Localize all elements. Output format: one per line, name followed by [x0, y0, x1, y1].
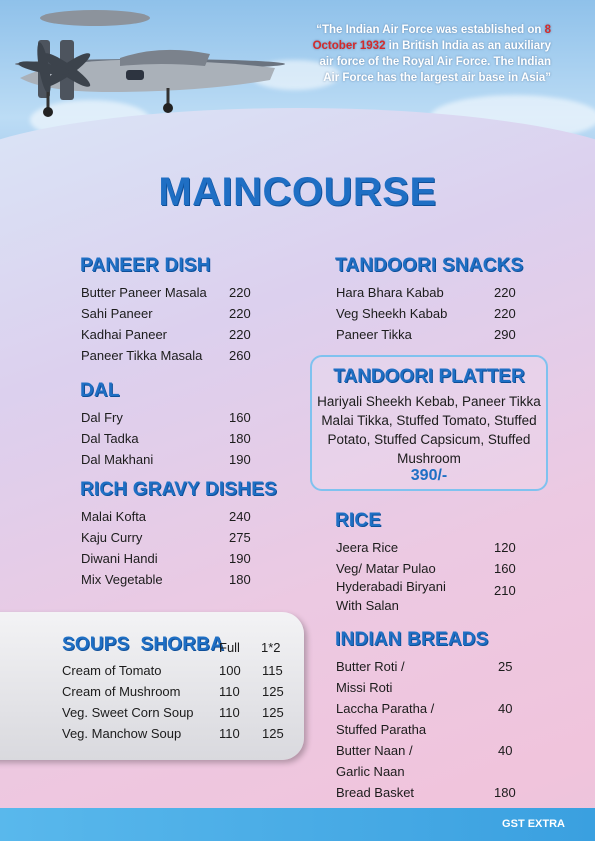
page-title: MAINCOURSE	[158, 170, 437, 214]
item-name: Butter Roti /	[336, 659, 405, 674]
list-item	[336, 303, 526, 324]
item-price: 290	[494, 327, 516, 342]
item-name: Dal Tadka	[81, 431, 139, 446]
footer-bar	[0, 808, 595, 841]
list-item	[81, 324, 261, 345]
item-price-half: 125	[262, 726, 284, 741]
item-name: Missi Roti	[336, 680, 393, 695]
list-item	[336, 576, 526, 597]
item-name: Veg Sheekh Kabab	[336, 306, 448, 321]
list-item	[336, 698, 526, 719]
airplane-illustration	[0, 0, 300, 120]
list-item	[81, 428, 261, 449]
item-name: Dal Makhani	[81, 452, 154, 467]
list-item	[81, 527, 261, 548]
list-item	[81, 569, 261, 590]
item-price: 220	[229, 327, 251, 342]
item-price: 190	[229, 551, 251, 566]
item-price: 180	[494, 785, 516, 800]
item-price-half: 125	[262, 705, 284, 720]
item-price: 25	[498, 659, 513, 674]
item-name: Veg. Manchow Soup	[62, 726, 182, 741]
list-item-continued	[336, 677, 526, 698]
item-name: Sahi Paneer	[81, 306, 153, 321]
item-price: 180	[229, 572, 251, 587]
section-heading-tandoori: TANDOORI SNACKS	[335, 255, 524, 276]
item-name: Diwani Handi	[81, 551, 158, 566]
item-name: Paneer Tikka	[336, 327, 412, 342]
item-name: Kadhai Paneer	[81, 327, 168, 342]
item-name: Stuffed Paratha	[336, 722, 427, 737]
tandoori-platter-box	[310, 355, 548, 491]
item-name: Malai Kofta	[81, 509, 147, 524]
list-item	[336, 324, 526, 345]
item-price: 240	[229, 509, 251, 524]
section-heading-paneer: PANEER DISH	[80, 255, 211, 276]
item-name: Hyderabadi Biryani	[336, 579, 446, 594]
item-price-half: 125	[262, 684, 284, 699]
list-item	[81, 548, 261, 569]
item-price: 120	[494, 540, 516, 555]
item-name: Bread Basket	[336, 785, 415, 800]
quote-date: 8 October 1932	[312, 24, 551, 52]
item-price-full: 110	[219, 705, 240, 720]
list-item	[336, 740, 526, 761]
section-heading-dal: DAL	[80, 380, 120, 401]
list-item	[62, 681, 292, 702]
list-item	[336, 782, 526, 803]
list-item-continued	[336, 595, 526, 616]
list-item	[81, 449, 261, 470]
item-price: 160	[229, 410, 251, 425]
item-price: 220	[494, 285, 516, 300]
platter-price: 390/-	[410, 467, 448, 484]
item-name: Jeera Rice	[336, 540, 399, 555]
item-price-full: 110	[219, 684, 240, 699]
soups-heading-text: SOUPS SHORBA	[62, 634, 225, 655]
item-price: 210	[494, 583, 516, 598]
item-name: Kaju Curry	[81, 530, 143, 545]
item-price: 180	[229, 431, 251, 446]
list-item	[62, 723, 292, 744]
item-name: Cream of Tomato	[62, 663, 162, 678]
item-name: Dal Fry	[81, 410, 123, 425]
list-item	[81, 345, 261, 366]
item-price: 40	[498, 743, 513, 758]
list-item	[81, 282, 261, 303]
column-header-full: Full	[219, 640, 240, 655]
item-name: Laccha Paratha /	[336, 701, 435, 716]
item-price: 275	[229, 530, 251, 545]
list-item	[336, 537, 526, 558]
item-name: Veg. Sweet Corn Soup	[62, 705, 194, 720]
item-name: Butter Naan /	[336, 743, 413, 758]
list-item	[81, 407, 261, 428]
item-price-full: 110	[219, 726, 240, 741]
item-price: 220	[229, 285, 251, 300]
gst-note: GST EXTRA	[502, 818, 565, 830]
platter-description: Hariyali Sheekh Kebab, Paneer Tikka Malai Tikka, Stuffed Tomato, Stuffed Potato, Stuffed Capsicum, Stuffed Mushroom	[317, 394, 541, 466]
item-price: 40	[498, 701, 513, 716]
item-name: Garlic Naan	[336, 764, 405, 779]
item-price: 190	[229, 452, 251, 467]
section-heading-breads: INDIAN BREADS	[335, 629, 489, 650]
item-name: Hara Bhara Kabab	[336, 285, 444, 300]
item-price: 220	[229, 306, 251, 321]
item-price-half: 115	[262, 663, 283, 678]
list-item-continued	[336, 719, 526, 740]
platter-heading: TANDOORI PLATTER	[333, 366, 525, 387]
section-heading-soups	[62, 634, 224, 656]
list-item-continued	[336, 761, 526, 782]
item-name: Cream of Mushroom	[62, 684, 181, 699]
item-price: 160	[494, 561, 516, 576]
air-force-quote	[301, 22, 551, 86]
item-name: Mix Vegetable	[81, 572, 163, 587]
item-name: With Salan	[336, 598, 399, 613]
list-item	[336, 656, 526, 677]
column-header-half: 1*2	[261, 640, 281, 655]
quote-text: in British India as an auxiliary air force of the Royal Air Force. The Indian Air Force has the largest air base in Asia”	[319, 40, 551, 84]
quote-text: “The Indian Air Force was established on	[316, 24, 545, 36]
item-name: Paneer Tikka Masala	[81, 348, 203, 363]
list-item	[81, 303, 261, 324]
item-name: Veg/ Matar Pulao	[336, 561, 436, 576]
list-item	[62, 660, 292, 681]
item-price-full: 100	[219, 663, 241, 678]
list-item	[62, 702, 292, 723]
item-price: 220	[494, 306, 516, 321]
item-price: 260	[229, 348, 251, 363]
list-item	[81, 506, 261, 527]
section-heading-gravy: RICH GRAVY DISHES	[80, 479, 277, 500]
list-item	[336, 282, 526, 303]
item-name: Butter Paneer Masala	[81, 285, 207, 300]
section-heading-rice: RICE	[335, 510, 382, 531]
